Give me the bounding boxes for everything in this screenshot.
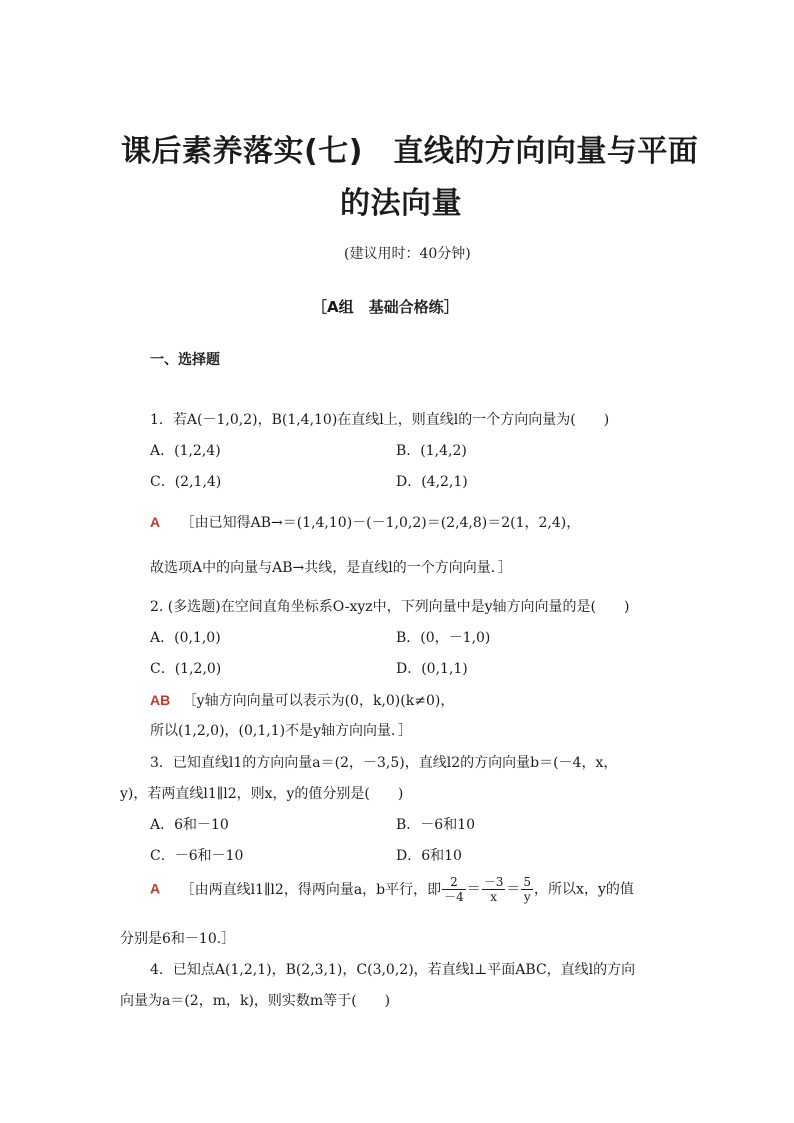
q1-explanation-2: 故选项A中的向量与AB→共线，是直线l的一个方向向量．］: [150, 560, 512, 576]
q4-stem-2: 向量为a＝(2，m，k)，则实数m等于( ): [120, 993, 391, 1009]
q4-stem-1: 4．已知点A(1,2,1)，B(2,3,1)，C(3,0,2)，若直线l⊥平面ABC，直线l的方向: [150, 962, 636, 978]
q2-option-b: B．(0，－1,0): [396, 630, 491, 646]
q2-explanation-2: 所以(1,2,0)，(0,1,1)不是y轴方向向量．］: [150, 723, 413, 739]
q3-option-c: C．－6和－10: [150, 848, 244, 864]
q3-explanation-2: 分别是6和－10.］: [120, 931, 236, 947]
time-suggestion: (建议用时：40分钟): [344, 246, 471, 262]
q2-option-a: A．(0,1,0): [150, 630, 221, 646]
q3-stem-2: y)，若两直线l1∥l2，则x，y的值分别是( ): [120, 786, 404, 802]
q3-answer: A: [150, 880, 161, 897]
q3-option-d: D．6和10: [396, 848, 462, 864]
section-multiple-choice: 一、选择题: [150, 352, 220, 368]
q2-explanation-1: ［y轴方向向量可以表示为(0，k,0)(k≠0)，: [182, 693, 455, 709]
page-title-line1: 课后素养落实(七) 直线的方向向量与平面: [121, 134, 699, 169]
q1-stem: 1．若A(－1,0,2)，B(1,4,10)在直线l上，则直线l的一个方向向量为( ): [150, 412, 610, 428]
q3-option-b: B．－6和10: [396, 817, 476, 833]
q1-option-c: C．(2,1,4): [150, 474, 222, 490]
q1-option-d: D．(4,2,1): [396, 474, 468, 490]
q3-option-a: A．6和－10: [150, 817, 229, 833]
q2-stem: 2. (多选题)在空间直角坐标系O-xyz中，下列向量中是y轴方向向量的是( ): [150, 599, 630, 615]
q3-stem-1: 3．已知直线l1的方向向量a＝(2，－3,5)，直线l2的方向向量b＝(－4，x，: [150, 755, 618, 771]
q3-answer-line: A ［由两直线l1∥l2，得两向量a，b平行，即 $\frac{2}{-4}$ ＝ $\frac{-3}{x}$ ＝ $\frac{5}{y}$ ，所以x，y的值: [150, 875, 634, 904]
q2-answer-line: [150, 690, 454, 711]
q1-explanation-1: ［由已知得AB→＝(1,4,10)－(－1,0,2)＝(2,4,8)＝2(1，2,4)，: [180, 515, 581, 531]
q3-explanation-pre: ［由两直线l1∥l2，得两向量a，b平行，即: [180, 881, 442, 898]
q2-answer: AB: [150, 692, 171, 708]
q1-answer: A: [150, 514, 161, 530]
q3-explanation-post: ，所以x，y的值: [534, 881, 634, 898]
q3-fraction-3: $\frac{5}{y}$: [523, 875, 532, 904]
q1-option-a: A．(1,2,4): [150, 443, 221, 459]
q1-answer-line: [150, 512, 580, 533]
q2-option-c: C．(1,2,0): [150, 661, 222, 677]
q1-option-b: B．(1,4,2): [396, 443, 467, 459]
q3-fraction-2: $\frac{-3}{x}$: [483, 875, 504, 904]
page-title-line2: 的法向量: [340, 186, 462, 221]
q3-fraction-1: $\frac{2}{-4}$: [444, 875, 464, 904]
q2-option-d: D．(0,1,1): [396, 661, 468, 677]
group-a-label: ［A组 基础合格练］: [312, 298, 459, 316]
